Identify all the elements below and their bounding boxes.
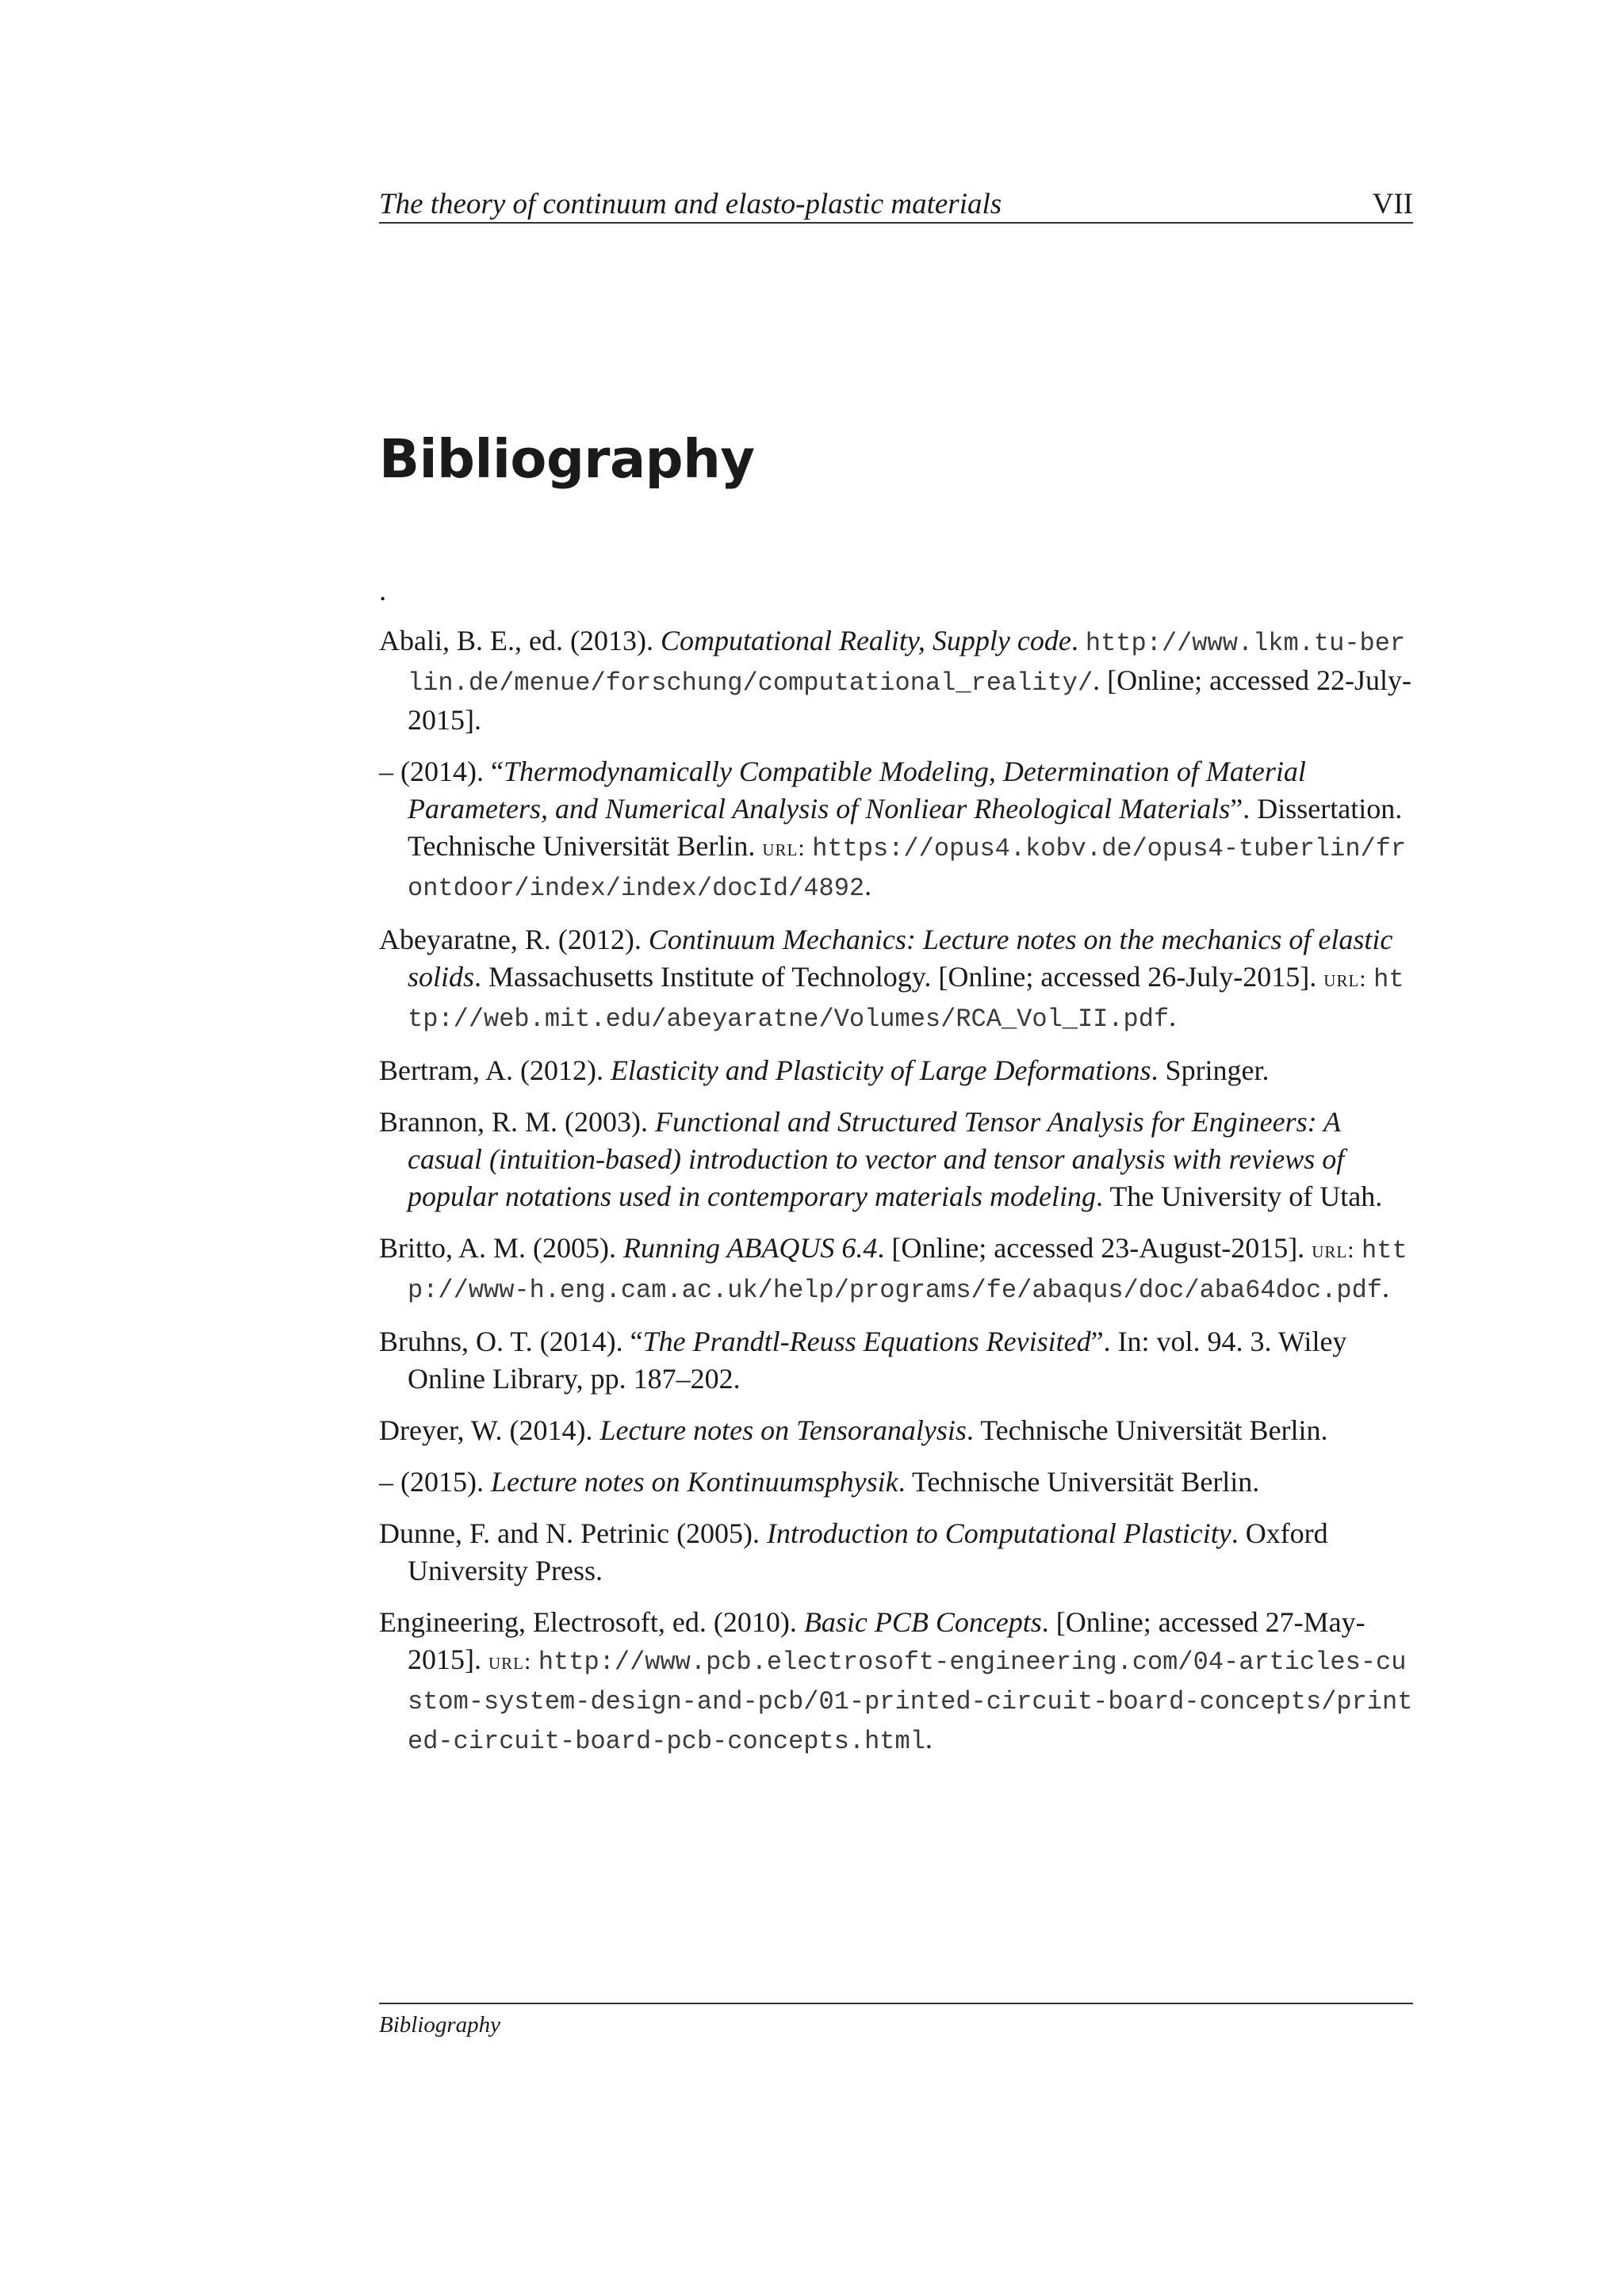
- entry-title: Lecture notes on Tensoranalysis: [599, 1414, 967, 1446]
- entry-url-label: url:: [488, 1648, 538, 1674]
- entry-details: . [Online; accessed 23-August-2015].: [877, 1232, 1312, 1264]
- entry-title: Computational Reality, Supply code: [660, 625, 1071, 656]
- entry-title: Functional and Structured Tensor Analysis for Engineers: A casual (intuition-based) introduction to vector and tensor analysis with reviews of popular notations used in contemporary materials modeling: [408, 1106, 1345, 1212]
- entry-details: . Technische Universität Berlin.: [966, 1414, 1328, 1446]
- bibliography-entry: [379, 1052, 1413, 1089]
- footer-section-title: Bibliography: [379, 2012, 501, 2038]
- entry-details: ”. Dissertation. Technische Universität Berlin.: [408, 793, 1403, 862]
- entry-details: .: [1071, 625, 1086, 656]
- running-header: [379, 181, 1413, 224]
- entry-trailer: .: [864, 870, 872, 901]
- bibliography-entry: [379, 622, 1413, 739]
- page-footer: [379, 2003, 1413, 2039]
- entry-authors-year: Bertram, A. (2012).: [379, 1054, 611, 1086]
- entry-details: . Springer.: [1151, 1054, 1270, 1086]
- bibliography-entry: [379, 1230, 1413, 1309]
- entry-trailer: . [Online; accessed 22-July-2015].: [408, 664, 1412, 736]
- entry-url-link[interactable]: https://opus4.kobv.de/opus4-tuberlin/frontdoor/index/index/docId/4892: [408, 834, 1407, 903]
- entry-details: . [Online; accessed 27-May-2015].: [408, 1606, 1365, 1675]
- entry-url-label: url:: [762, 835, 813, 861]
- bibliography-entry: [379, 753, 1413, 907]
- entry-details: . The University of Utah.: [1095, 1181, 1383, 1212]
- entry-title: Elasticity and Plasticity of Large Deformations: [610, 1054, 1151, 1086]
- bibliography-entry: [379, 1412, 1413, 1449]
- entry-title: Thermodynamically Compatible Modeling, Determination of Material Parameters, and Numerical Analysis of Nonliear Rheological Materials: [408, 756, 1306, 825]
- entry-trailer: .: [925, 1723, 933, 1755]
- entry-url-link[interactable]: http://web.mit.edu/abeyaratne/Volumes/RCA_Vol_II.pdf: [408, 965, 1404, 1034]
- entry-title: The Prandtl-Reuss Equations Revisited: [642, 1326, 1091, 1357]
- chapter-title: Bibliography: [379, 428, 755, 490]
- entry-title: Introduction to Computational Plasticity: [767, 1517, 1231, 1549]
- entry-authors-year: Engineering, Electrosoft, ed. (2010).: [379, 1606, 804, 1638]
- entry-url-label: url:: [1312, 1237, 1362, 1263]
- running-title: The theory of continuum and elasto-plastic materials: [379, 188, 1002, 220]
- entry-authors-year: Abali, B. E., ed. (2013).: [379, 625, 661, 656]
- entry-url-link[interactable]: http://www-h.eng.cam.ac.uk/help/programs/fe/abaqus/doc/aba64doc.pdf: [408, 1236, 1408, 1305]
- entry-authors-year: Brannon, R. M. (2003).: [379, 1106, 655, 1138]
- bibliography-list: [379, 622, 1413, 1774]
- lead-mark: .: [379, 575, 387, 607]
- bibliography-entry: [379, 1323, 1413, 1398]
- bibliography-entry: [379, 1464, 1413, 1501]
- entry-details: ”. In: vol. 94. 3. Wiley Online Library, pp. 187–202.: [408, 1326, 1347, 1395]
- entry-details: . Technische Universität Berlin.: [898, 1466, 1260, 1498]
- entry-authors-year: Dunne, F. and N. Petrinic (2005).: [379, 1517, 768, 1549]
- bibliography-entry: [379, 921, 1413, 1038]
- bibliography-entry: [379, 1604, 1413, 1760]
- page-number: VII: [1372, 188, 1413, 220]
- entry-trailer: .: [1382, 1272, 1389, 1303]
- entry-trailer: .: [1169, 1001, 1177, 1032]
- entry-authors-year: Bruhns, O. T. (2014). “: [379, 1326, 643, 1357]
- entry-title: Continuum Mechanics: Lecture notes on the mechanics of elastic solids: [408, 924, 1393, 993]
- entry-title: Lecture notes on Kontinuumsphysik: [490, 1466, 898, 1498]
- entry-title: Basic PCB Concepts: [803, 1606, 1042, 1638]
- entry-authors-year: – (2015).: [379, 1466, 491, 1498]
- entry-details: . Massachusetts Institute of Technology. [Online; accessed 26-July-2015].: [474, 961, 1324, 993]
- entry-authors-year: Abeyaratne, R. (2012).: [379, 924, 649, 955]
- entry-authors-year: Britto, A. M. (2005).: [379, 1232, 624, 1264]
- bibliography-entry: [379, 1104, 1413, 1215]
- entry-authors-year: – (2014). “: [379, 756, 504, 787]
- entry-title: Running ABAQUS 6.4: [623, 1232, 878, 1264]
- entry-details: . Oxford University Press.: [408, 1517, 1328, 1586]
- entry-url-link[interactable]: http://www.lkm.tu-berlin.de/menue/forschung/computational_reality/: [408, 629, 1406, 698]
- entry-url-link[interactable]: http://www.pcb.electrosoft-engineering.com/04-articles-custom-system-design-and-pcb/01-printed-circuit-board-concepts/printed-circuit-board-pcb-concepts.html: [408, 1647, 1413, 1756]
- entry-authors-year: Dreyer, W. (2014).: [379, 1414, 600, 1446]
- bibliography-entry: [379, 1515, 1413, 1590]
- entry-url-label: url:: [1323, 966, 1374, 992]
